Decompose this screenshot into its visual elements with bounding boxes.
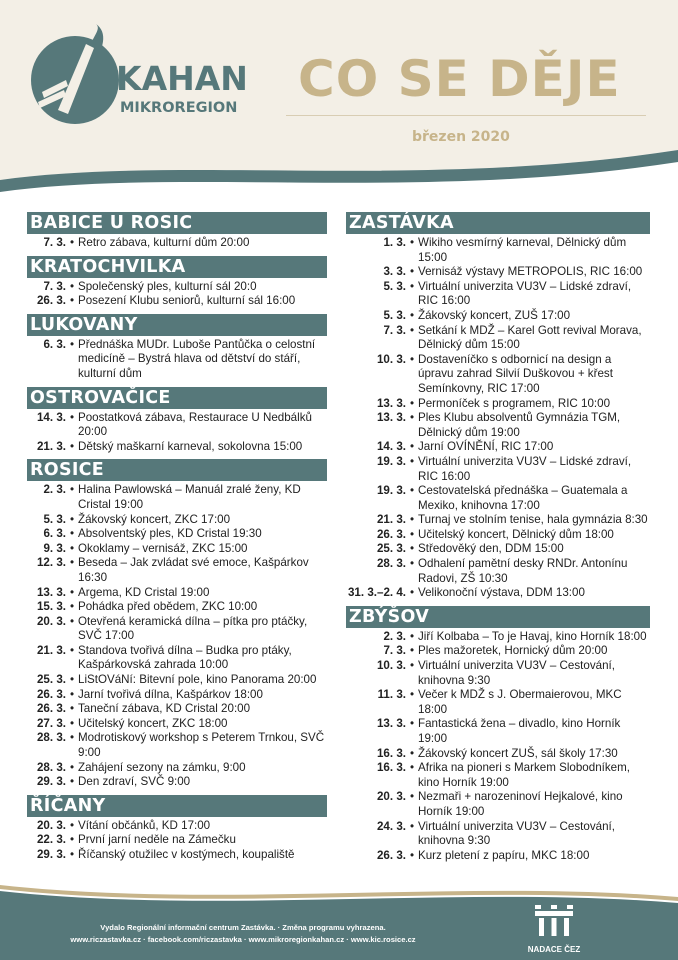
bullet-icon: • bbox=[69, 643, 75, 657]
event-date: 7. 3. bbox=[43, 279, 66, 293]
event-item bbox=[346, 236, 650, 265]
event-item bbox=[27, 731, 327, 760]
event-text: Posezení Klubu seniorů, kulturní sál 16:00 bbox=[78, 294, 296, 308]
event-text: Virtuální univerzita VU3V – Lidské zdraví, RIC 16:00 bbox=[418, 279, 632, 308]
bullet-icon: • bbox=[69, 673, 75, 687]
event-item bbox=[27, 338, 327, 382]
nadace-cez-logo bbox=[518, 903, 590, 960]
event-list bbox=[27, 817, 327, 863]
event-item bbox=[27, 513, 327, 528]
event-text: Žákovský koncert ZUŠ, sál školy 17:30 bbox=[418, 746, 618, 760]
bullet-icon: • bbox=[409, 644, 415, 658]
event-date: 31. 3.–2. 4. bbox=[347, 586, 406, 600]
event-date: 20. 3. bbox=[376, 790, 406, 804]
event-list bbox=[27, 481, 327, 789]
footer-publisher: Vydalo Regionální informační centrum Zastávka. · Změna programu vyhrazena. bbox=[100, 923, 386, 932]
bullet-icon: • bbox=[69, 716, 75, 730]
section-heading: OSTROVAČICE bbox=[27, 387, 327, 409]
bullet-icon: • bbox=[69, 818, 75, 832]
event-item bbox=[27, 556, 327, 585]
event-text: Vernisáž výstavy METROPOLIS, RIC 16:00 bbox=[418, 265, 643, 279]
event-date: 7. 3. bbox=[383, 644, 406, 658]
event-date: 28. 3. bbox=[36, 731, 66, 745]
event-text: Otevřená keramická dílna – pítka pro ptáčky, SVČ 17:00 bbox=[78, 614, 308, 643]
event-text: Jarní OVÍNĚNÍ, RIC 17:00 bbox=[418, 440, 554, 454]
nadace-cez-label: NADACE ČEZ bbox=[527, 945, 581, 954]
event-text: Jiří Kolbaba – To je Havaj, kino Horník 18:00 bbox=[418, 629, 647, 643]
event-text: Večer k MDŽ s J. Obermaierovou, MKC 18:00 bbox=[418, 688, 622, 716]
bullet-icon: • bbox=[69, 527, 75, 541]
event-date: 6. 3. bbox=[43, 527, 66, 541]
event-item bbox=[27, 717, 327, 732]
event-text: Pohádka před obědem, ZKC 10:00 bbox=[78, 600, 258, 614]
bullet-icon: • bbox=[409, 761, 415, 775]
event-item bbox=[27, 775, 327, 790]
event-text: Jarní tvořivá dílna, Kašpárkov 18:00 bbox=[78, 687, 263, 701]
bullet-icon: • bbox=[69, 483, 75, 497]
event-date: 22. 3. bbox=[36, 833, 66, 847]
bullet-icon: • bbox=[409, 542, 415, 556]
event-item bbox=[346, 820, 650, 849]
bullet-icon: • bbox=[69, 833, 75, 847]
event-date: 11. 3. bbox=[377, 688, 406, 702]
bullet-icon: • bbox=[409, 440, 415, 454]
kahan-logo bbox=[28, 22, 268, 132]
event-text: Beseda – Jak zvládat své emoce, Kašpárkov 16:30 bbox=[78, 556, 309, 584]
title-divider bbox=[286, 115, 646, 116]
event-item bbox=[346, 761, 650, 790]
page-subtitle: březen 2020 bbox=[412, 129, 510, 145]
bullet-icon: • bbox=[409, 323, 415, 337]
event-list bbox=[27, 234, 327, 251]
event-text: Virtuální univerzita VU3V – Cestování, knihovna 9:30 bbox=[418, 659, 615, 687]
event-item bbox=[27, 615, 327, 644]
section-heading: ZBÝŠOV bbox=[346, 606, 650, 628]
event-date: 7. 3. bbox=[383, 323, 406, 337]
event-date: 20. 3. bbox=[36, 614, 66, 628]
event-text: Nezmaři + narozeninoví Hejkalové, kino Horník 19:00 bbox=[418, 790, 623, 818]
event-item bbox=[27, 586, 327, 601]
event-text: Odhalení pamětní desky RNDr. Antonínu Radovi, ZŠ 10:30 bbox=[418, 557, 628, 585]
event-text: Žákovský koncert, ZKC 17:00 bbox=[78, 512, 231, 526]
event-text: Dětský maškarní karneval, sokolovna 15:00 bbox=[78, 439, 303, 453]
bullet-icon: • bbox=[409, 586, 415, 600]
bullet-icon: • bbox=[409, 790, 415, 804]
event-item bbox=[27, 644, 327, 673]
header-wave bbox=[0, 150, 678, 210]
event-item bbox=[27, 848, 327, 863]
event-date: 26. 3. bbox=[36, 294, 66, 308]
cez-icon bbox=[518, 903, 590, 943]
event-item bbox=[27, 833, 327, 848]
event-text: Fantastická žena – divadlo, kino Horník 19:00 bbox=[418, 717, 621, 745]
event-date: 27. 3. bbox=[36, 716, 66, 730]
event-date: 5. 3. bbox=[383, 308, 406, 322]
bullet-icon: • bbox=[69, 439, 75, 453]
bullet-icon: • bbox=[69, 614, 75, 628]
bullet-icon: • bbox=[69, 731, 75, 745]
event-text: Říčanský otužilec v kostýmech, koupaliště bbox=[78, 848, 295, 861]
event-text: Permoníček s programem, RIC 10:00 bbox=[418, 396, 611, 410]
event-item bbox=[27, 600, 327, 615]
event-item bbox=[27, 542, 327, 557]
event-date: 20. 3. bbox=[36, 818, 66, 832]
event-date: 16. 3. bbox=[376, 761, 406, 775]
event-item bbox=[27, 280, 327, 295]
event-text: Okoklamy – vernisáž, ZKC 15:00 bbox=[78, 541, 248, 555]
event-date: 6. 3. bbox=[43, 337, 66, 351]
event-date: 19. 3. bbox=[376, 484, 406, 498]
bullet-icon: • bbox=[409, 279, 415, 293]
event-item bbox=[346, 659, 650, 688]
event-item bbox=[27, 294, 327, 309]
event-date: 21. 3. bbox=[36, 439, 66, 453]
event-date: 5. 3. bbox=[43, 512, 66, 526]
event-item bbox=[346, 630, 650, 645]
bullet-icon: • bbox=[69, 702, 75, 716]
event-date: 13. 3. bbox=[376, 717, 406, 731]
event-text: Wikiho vesmírný karneval, Dělnický dům 15:00 bbox=[418, 236, 627, 264]
event-list bbox=[27, 278, 327, 309]
event-date: 13. 3. bbox=[376, 411, 406, 425]
bullet-icon: • bbox=[69, 687, 75, 701]
event-text: Setkání k MDŽ – Karel Gott revival Morava, Dělnický dům 15:00 bbox=[418, 323, 642, 352]
event-text: Standova tvořivá dílna – Budka pro ptáky, Kašpárkovská zahrada 10:00 bbox=[78, 643, 292, 672]
event-text: Virtuální univerzita VU3V – Lidské zdraví, RIC 16:00 bbox=[418, 454, 632, 483]
event-item bbox=[346, 280, 650, 309]
event-text: Ples Klubu absolventů Gymnázia TGM, Dělnický dům 19:00 bbox=[418, 411, 621, 439]
bullet-icon: • bbox=[409, 659, 415, 673]
event-date: 2. 3. bbox=[43, 483, 66, 497]
event-date: 26. 3. bbox=[36, 687, 66, 701]
bullet-icon: • bbox=[409, 848, 415, 862]
bullet-icon: • bbox=[409, 557, 415, 571]
event-item bbox=[27, 702, 327, 717]
event-date: 29. 3. bbox=[36, 848, 66, 861]
bullet-icon: • bbox=[69, 512, 75, 526]
event-item bbox=[346, 265, 650, 280]
event-date: 10. 3. bbox=[376, 352, 406, 366]
event-item bbox=[27, 688, 327, 703]
event-text: Společenský ples, kulturní sál 20:0 bbox=[78, 279, 257, 293]
bullet-icon: • bbox=[409, 819, 415, 833]
bullet-icon: • bbox=[409, 527, 415, 541]
event-item bbox=[27, 761, 327, 776]
event-item bbox=[346, 440, 650, 455]
bullet-icon: • bbox=[409, 746, 415, 760]
bullet-icon: • bbox=[69, 848, 75, 861]
page-title: CO SE DĚJE bbox=[298, 50, 621, 108]
bullet-icon: • bbox=[69, 279, 75, 293]
bullet-icon: • bbox=[409, 236, 415, 249]
section-heading: KRATOCHVILKA bbox=[27, 256, 327, 278]
event-text: Poostatková zábava, Restaurace U Nedbálků 20:00 bbox=[78, 410, 312, 439]
event-list bbox=[27, 336, 327, 382]
bullet-icon: • bbox=[69, 337, 75, 351]
event-date: 12. 3. bbox=[36, 556, 66, 570]
event-date: 29. 3. bbox=[36, 775, 66, 789]
event-item bbox=[346, 353, 650, 397]
event-text: Vítání občánků, KD 17:00 bbox=[78, 818, 211, 832]
event-date: 28. 3. bbox=[36, 760, 66, 774]
section-heading: BABICE U ROSIC bbox=[27, 212, 327, 234]
event-list bbox=[346, 234, 650, 601]
bullet-icon: • bbox=[69, 541, 75, 555]
event-text: Kurz pletení z papíru, MKC 18:00 bbox=[418, 848, 590, 862]
event-item bbox=[346, 455, 650, 484]
event-item bbox=[346, 849, 650, 864]
event-item bbox=[346, 790, 650, 819]
event-date: 24. 3. bbox=[376, 819, 406, 833]
event-item bbox=[346, 411, 650, 440]
bullet-icon: • bbox=[69, 410, 75, 424]
event-date: 5. 3. bbox=[383, 279, 406, 293]
event-text: Argema, KD Cristal 19:00 bbox=[78, 585, 210, 599]
event-text: Modrotiskový workshop s Peterem Trnkou, SVČ 9:00 bbox=[78, 731, 325, 760]
bullet-icon: • bbox=[409, 396, 415, 410]
event-item bbox=[346, 747, 650, 762]
bullet-icon: • bbox=[69, 236, 75, 249]
event-text: Taneční zábava, KD Cristal 20:00 bbox=[78, 702, 251, 716]
event-item bbox=[27, 440, 327, 455]
event-text: Učitelský koncert, ZKC 18:00 bbox=[78, 716, 228, 730]
event-text: Dostaveníčko s odbornicí na design a úpravu zahrad Silvií Duškovou + křest Semínkovny, RIC 17:00 bbox=[418, 352, 613, 395]
section-heading: ROSICE bbox=[27, 459, 327, 481]
event-item bbox=[346, 484, 650, 513]
right-column bbox=[346, 212, 650, 868]
event-item bbox=[27, 673, 327, 688]
event-date: 26. 3. bbox=[376, 527, 406, 541]
event-text: Ples mažoretek, Hornický dům 20:00 bbox=[418, 644, 608, 658]
bullet-icon: • bbox=[409, 717, 415, 731]
event-date: 9. 3. bbox=[43, 541, 66, 555]
event-item bbox=[346, 528, 650, 543]
bullet-icon: • bbox=[409, 513, 415, 527]
bullet-icon: • bbox=[69, 775, 75, 789]
event-item bbox=[346, 397, 650, 412]
event-item bbox=[346, 557, 650, 586]
event-text: Zahájení sezony na zámku, 9:00 bbox=[78, 760, 246, 774]
event-text: Halina Pawlowská – Manuál zralé ženy, KD Cristal 19:00 bbox=[78, 483, 301, 511]
bullet-icon: • bbox=[409, 484, 415, 498]
event-date: 26. 3. bbox=[36, 702, 66, 716]
event-date: 21. 3. bbox=[376, 513, 406, 527]
event-date: 26. 3. bbox=[376, 848, 406, 862]
section-heading: ZASTÁVKA bbox=[346, 212, 650, 234]
bullet-icon: • bbox=[409, 688, 415, 702]
event-date: 10. 3. bbox=[376, 659, 406, 673]
event-date: 25. 3. bbox=[36, 673, 66, 687]
event-item bbox=[346, 324, 650, 353]
event-date: 3. 3. bbox=[383, 265, 406, 279]
bullet-icon: • bbox=[409, 411, 415, 425]
event-text: Cestovatelská přednáška – Guatemala a Mexiko, knihovna 17:00 bbox=[418, 484, 628, 512]
event-date: 25. 3. bbox=[376, 542, 406, 556]
event-text: LiStOVáNí: Bitevní pole, kino Panorama 20:00 bbox=[78, 673, 317, 687]
logo-name: KAHAN bbox=[116, 59, 248, 98]
event-text: Virtuální univerzita VU3V – Cestování, knihovna 9:30 bbox=[418, 819, 615, 848]
event-item bbox=[346, 542, 650, 557]
event-text: Absolventský ples, KD Cristal 19:30 bbox=[78, 527, 262, 541]
bullet-icon: • bbox=[69, 600, 75, 614]
event-text: Turnaj ve stolním tenise, hala gymnázia 8:30 bbox=[418, 513, 648, 527]
event-item bbox=[27, 819, 327, 834]
bullet-icon: • bbox=[69, 294, 75, 308]
event-date: 21. 3. bbox=[36, 643, 66, 657]
bullet-icon: • bbox=[409, 629, 415, 643]
event-item bbox=[346, 309, 650, 324]
event-item bbox=[27, 411, 327, 440]
bullet-icon: • bbox=[69, 760, 75, 774]
event-date: 2. 3. bbox=[383, 629, 406, 643]
event-text: Retro zábava, kulturní dům 20:00 bbox=[78, 236, 250, 249]
bullet-icon: • bbox=[69, 585, 75, 599]
event-date: 15. 3. bbox=[36, 600, 66, 614]
event-date: 19. 3. bbox=[376, 454, 406, 468]
event-date: 13. 3. bbox=[376, 396, 406, 410]
event-item bbox=[346, 644, 650, 659]
section-heading: ŘÍČANY bbox=[27, 795, 327, 817]
event-text: Den zdraví, SVČ 9:00 bbox=[78, 775, 191, 789]
event-list bbox=[27, 409, 327, 455]
event-item bbox=[27, 236, 327, 251]
event-date: 16. 3. bbox=[376, 746, 406, 760]
bullet-icon: • bbox=[409, 454, 415, 468]
event-date: 14. 3. bbox=[36, 410, 66, 424]
bullet-icon: • bbox=[409, 265, 415, 279]
event-item bbox=[346, 688, 650, 717]
event-date: 14. 3. bbox=[376, 440, 406, 454]
bullet-icon: • bbox=[69, 556, 75, 570]
footer-band bbox=[0, 903, 678, 960]
event-item bbox=[27, 483, 327, 512]
event-item bbox=[346, 717, 650, 746]
footer-links: www.riczastavka.cz · facebook.com/riczastavka · www.mikroregionkahan.cz · www.kic.rosice.cz bbox=[70, 935, 416, 944]
event-list bbox=[346, 628, 650, 864]
event-text: Učitelský koncert, Dělnický dům 18:00 bbox=[418, 527, 614, 541]
left-column bbox=[27, 212, 327, 868]
event-date: 28. 3. bbox=[376, 557, 406, 571]
event-date: 13. 3. bbox=[36, 585, 66, 599]
event-text: První jarní neděle na Zámečku bbox=[78, 833, 236, 847]
event-item bbox=[27, 527, 327, 542]
event-text: Velikonoční výstava, DDM 13:00 bbox=[418, 586, 585, 600]
event-item bbox=[346, 586, 650, 601]
event-date: 1. 3. bbox=[383, 236, 406, 249]
bullet-icon: • bbox=[409, 352, 415, 366]
event-text: Přednáška MUDr. Luboše Pantůčka o celostní medicíně – Bystrá hlava od dětství do stáří, kulturní dům bbox=[78, 337, 316, 380]
bullet-icon: • bbox=[409, 308, 415, 322]
event-text: Afrika na pioneri s Markem Slobodníkem, kino Horník 19:00 bbox=[418, 761, 630, 789]
event-item bbox=[346, 513, 650, 528]
event-text: Žákovský koncert, ZUŠ 17:00 bbox=[418, 308, 571, 322]
section-heading: LUKOVANY bbox=[27, 314, 327, 336]
event-text: Středověký den, DDM 15:00 bbox=[418, 542, 564, 556]
event-date: 7. 3. bbox=[43, 236, 66, 249]
logo-sub: MIKROREGION bbox=[120, 100, 238, 116]
